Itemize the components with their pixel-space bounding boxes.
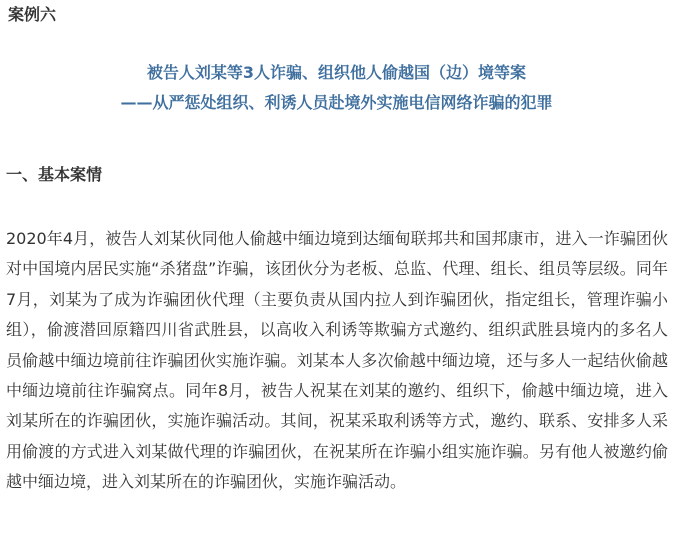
case-subtitle: ——从严惩处组织、利诱人员赴境外实施电信网络诈骗的犯罪 — [120, 93, 553, 112]
case-facts-paragraph: 2020年4月，被告人刘某伙同他人偷越中缅边境到达缅甸联邦共和国邦康市，进入一诈骗团伙对中国境内居民实施“杀猪盘”诈骗，该团伙分为老板、总监、代理、组长、组员等层级。同年7月，刘某为了成为诈骗团伙代理（主要负责从国内拉人到诈骗团伙，指定组长，管理诈骗小组），偷渡潜回原籍四川省武胜县，以高收入利诱等欺骗方式邀约、组织武胜县境内的多名人员偷越中缅边境前往诈骗团伙实施诈骗。刘某本人多次偷越中缅边境，还与多人一起结伙偷越中缅边境前往诈骗窝点。同年8月，被告人祝某在刘某的邀约、组织下，偷越中缅边境，进入刘某所在的诈骗团伙，实施诈骗活动。其间，祝某采取利诱等方式，邀约、联系、安排多人采用偷渡的方式进入刘某做代理的诈骗团伙，在祝某所在诈骗小组实施诈骗。另有他人被邀约偷越中缅边境，进入刘某所在的诈骗团伙，实施诈骗活动。 — [6, 229, 668, 492]
case-title: 被告人刘某等3人诈骗、组织他人偷越国（边）境等案 — [146, 63, 527, 82]
section-heading: 一、基本案情 — [6, 165, 103, 184]
case-label: 案例六 — [8, 5, 57, 24]
case-title-block — [0, 58, 673, 118]
